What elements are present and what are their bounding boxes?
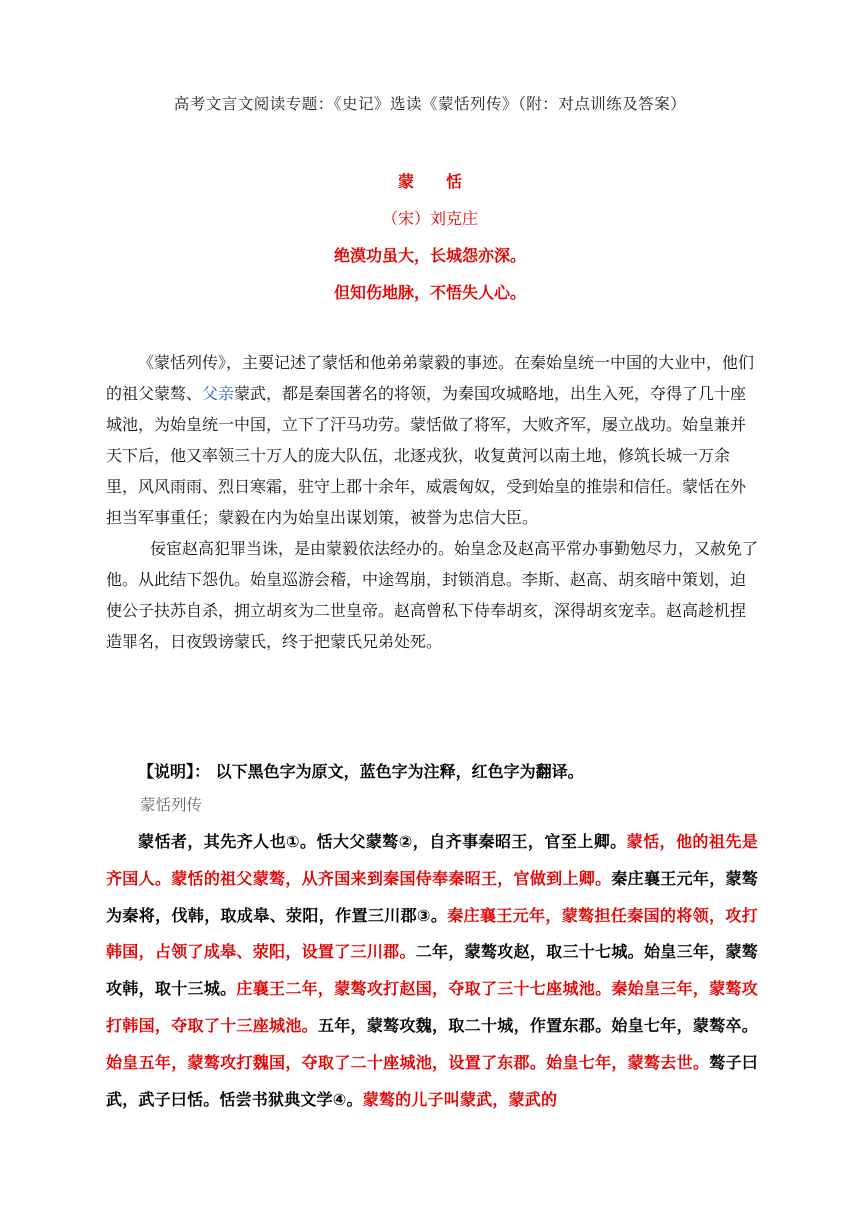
original-text: 秦庄襄王元年，蒙骜为秦将，伐韩，取成皋、荥阳，作置三川郡③。 [106, 868, 758, 925]
main-text [106, 824, 758, 1118]
poem-line-2: 但知伤地脉，不悟失人心。 [333, 283, 526, 302]
legend-note: 【说明】： 以下黑色字为原文，蓝色字为注释，红色字为翻译。 [138, 762, 584, 781]
intro-section [106, 347, 758, 657]
translation-text: 始皇五年，蒙骜攻打魏国，夺取了二十座城池，设置了东郡。始皇七年，蒙骜去世。 [106, 1052, 710, 1072]
poem-author: （宋）刘克庄 [381, 209, 478, 228]
translation-text: 蒙恬，他的祖先是齐国人。蒙恬的祖父蒙骜，从齐国来到秦国侍奉秦昭王，官做到上卿。 [106, 832, 758, 888]
translation-text: 蒙骜的儿子叫蒙武，蒙武的 [362, 1089, 558, 1109]
document-title: 高考文言文阅读专题：《史记》选读《蒙恬列传》（附：对点训练及答案） [173, 95, 687, 113]
translation-text: 秦庄襄王元年，蒙骜担任秦国的将领，攻打韩国，占领了成皋、荥阳，设置了三川郡。 [106, 905, 758, 962]
father-link[interactable]: 父亲 [202, 384, 235, 403]
intro-text: 蒙武，都是秦国著名的将领，为秦国攻城略地，出生入死，夺得了几十座城池，为始皇统一中国，立下了汗马功劳。蒙恬做了将军，大败齐军，屡立战功。始皇兼并天下后，他又率领三十万人的庞大队伍，北逐戎狄，收复黄河以南土地，修筑长城一万余里，风风雨雨、烈日寒霜，驻守上郡十余年，威震匈奴，受到始皇的推崇和信任。蒙恬在外担当军事重任；蒙毅在内为始皇出谋划策，被誉为忠信大臣。 [106, 384, 747, 527]
intro-paragraph-2: 佞宦赵高犯罪当诛，是由蒙毅依法经办的。始皇念及赵高平常办事勤勉尽力，又赦免了他。从此结下怨仇。始皇巡游会稽，中途驾崩，封锁消息。李斯、赵高、胡亥暗中策划，迫使公子扶苏自杀，拥立胡亥为二世皇帝。赵高曾私下侍奉胡亥，深得胡亥宠幸。赵高趁机捏造罪名，日夜毁谤蒙氏，终于把蒙氏兄弟处死。 [106, 539, 759, 651]
poem-title: 蒙 恬 [397, 172, 462, 191]
original-text: 二年，蒙骜攻赵，取三十七城。始皇三年，蒙骜攻韩，取十三城。 [106, 942, 758, 999]
original-text: 蒙恬者，其先齐人也①。恬大父蒙骜②，自齐事秦昭王，官至上卿。 [138, 832, 627, 851]
original-text: 骜子曰武，武子曰恬。恬尝书狱典文学④。 [106, 1052, 758, 1109]
translation-text: 庄襄王二年，蒙骜攻打赵国，夺取了三十七座城池。秦始皇三年，蒙骜攻打韩国，夺取了十三座城池。 [106, 979, 758, 1035]
poem-line-1: 绝漠功虽大，长城怨亦深。 [333, 246, 526, 265]
section-title: 蒙恬列传 [140, 796, 203, 814]
intro-paragraph-1 [106, 347, 758, 533]
original-text: 五年，蒙骜攻魏，取二十城，作置东郡。始皇七年，蒙骜卒。 [317, 1015, 758, 1035]
intro-text: 《蒙恬列传》，主要记述了蒙恬和他弟弟蒙毅的事迹。在秦始皇统一中国的大业中，他们的祖父蒙骜、 [106, 353, 755, 403]
